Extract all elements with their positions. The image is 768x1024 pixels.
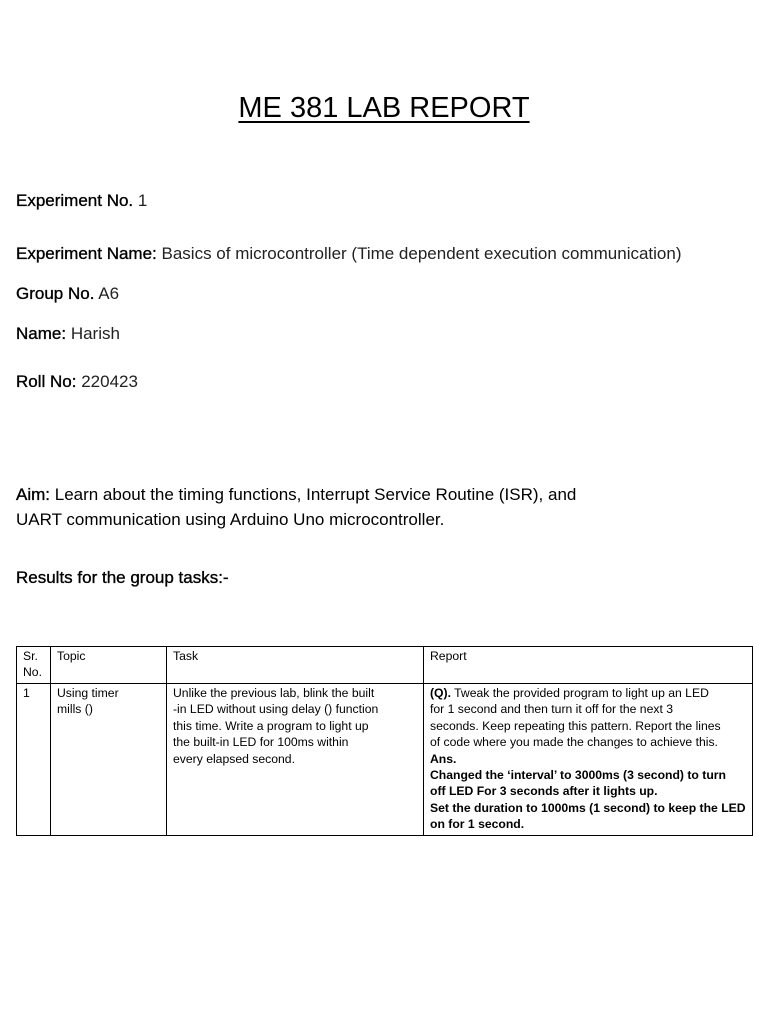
experiment-name-field	[16, 242, 682, 266]
table-row	[17, 684, 753, 836]
cell-topic: Using timer mills ()	[51, 684, 167, 836]
header-report: Report	[424, 647, 753, 684]
aim-paragraph	[16, 482, 656, 532]
group-no-field	[16, 282, 119, 306]
name-field	[16, 322, 120, 346]
aim-label: Aim:	[16, 485, 50, 504]
group-no-label: Group No.	[16, 284, 95, 303]
cell-task: Unlike the previous lab, blink the built -in LED without using delay () function this time. Write a program to light up the built-in LED for 100ms within every elapsed second.	[167, 684, 424, 836]
roll-no-field	[16, 370, 138, 394]
experiment-name-value: Basics of microcontroller (Time dependent execution communication)	[161, 244, 682, 263]
name-label: Name:	[16, 324, 67, 343]
report-answer-1: Changed the ‘interval’ to 3000ms (3 second) to turn off LED For 3 seconds after it lights up.	[430, 768, 726, 799]
experiment-no-label: Experiment No.	[16, 191, 134, 210]
report-title-text: ME 381 LAB REPORT	[238, 92, 530, 124]
report-title	[0, 88, 768, 128]
experiment-no-field	[16, 189, 147, 213]
cell-sr-no: 1	[17, 684, 51, 836]
experiment-no-value: 1	[137, 191, 148, 210]
group-no-value: A6	[98, 284, 120, 303]
aim-text-line-2: UART communication using Arduino Uno microcontroller.	[16, 510, 445, 529]
roll-no-value: 220423	[81, 372, 138, 391]
report-question-text: Tweak the provided program to light up an LED for 1 second and then turn it off for the next 3 seconds. Keep repeating this pattern. Report the lines of code where you made the changes to achieve this.	[430, 686, 721, 750]
report-question-label: (Q).	[430, 686, 451, 700]
name-value: Harish	[70, 324, 120, 343]
aim-text-line-1: Learn about the timing functions, Interrupt Service Routine (ISR), and	[54, 485, 577, 504]
report-answer-2: Set the duration to 1000ms (1 second) to keep the LED on for 1 second.	[430, 800, 746, 832]
roll-no-label: Roll No:	[16, 372, 77, 391]
report-answer-label: Ans.	[430, 751, 457, 766]
header-topic: Topic	[51, 647, 167, 684]
header-sr-no: Sr. No.	[17, 647, 51, 684]
header-task: Task	[167, 647, 424, 684]
results-table	[16, 646, 753, 836]
results-heading: Results for the group tasks:-	[16, 568, 229, 587]
table-header-row	[17, 647, 753, 684]
cell-report	[424, 684, 753, 836]
experiment-name-label: Experiment Name:	[16, 244, 157, 263]
